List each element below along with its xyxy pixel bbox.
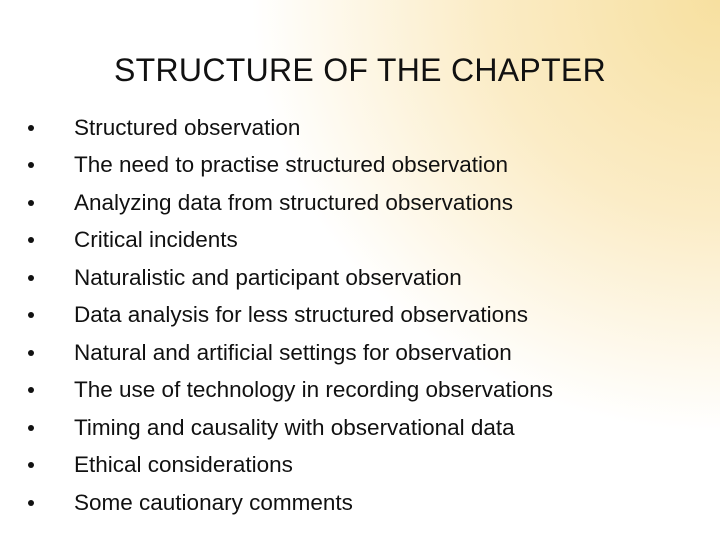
bullet-icon bbox=[28, 425, 34, 431]
bullet-icon bbox=[28, 162, 34, 168]
list-item bbox=[24, 334, 553, 372]
list-item bbox=[24, 409, 553, 447]
list-item bbox=[24, 447, 553, 485]
list-item-label: Structured observation bbox=[74, 114, 301, 140]
bullet-icon bbox=[28, 237, 34, 243]
list-item bbox=[24, 184, 553, 222]
list-item-label: Ethical considerations bbox=[74, 452, 293, 478]
list-item-label: Data analysis for less structured observations bbox=[74, 302, 528, 328]
list-item-label: Natural and artificial settings for observation bbox=[74, 339, 512, 365]
bullet-icon bbox=[28, 387, 34, 393]
list-item-label: Naturalistic and participant observation bbox=[74, 264, 462, 290]
bullet-icon bbox=[28, 500, 34, 506]
bullet-icon bbox=[28, 312, 34, 318]
bullet-icon bbox=[28, 125, 34, 131]
list-item bbox=[24, 484, 553, 522]
list-item-label: Timing and causality with observational data bbox=[74, 414, 515, 440]
list-item bbox=[24, 372, 553, 410]
bullet-icon bbox=[28, 275, 34, 281]
list-item bbox=[24, 147, 553, 185]
list-item-label: The use of technology in recording observations bbox=[74, 377, 554, 403]
list-item-label: Some cautionary comments bbox=[74, 489, 353, 515]
list-item-label: The need to practise structured observation bbox=[74, 152, 508, 178]
list-item bbox=[24, 259, 553, 297]
list-item-label: Critical incidents bbox=[74, 227, 238, 253]
list-item bbox=[24, 109, 553, 147]
bullet-icon bbox=[28, 200, 34, 206]
bullet-icon bbox=[28, 350, 34, 356]
list-item-label: Analyzing data from structured observations bbox=[74, 189, 513, 215]
slide-title bbox=[0, 50, 720, 90]
list-item bbox=[24, 222, 553, 260]
bullet-icon bbox=[28, 462, 34, 468]
list-item bbox=[24, 297, 553, 335]
slide-title-text: STRUCTURE OF THE CHAPTER bbox=[114, 52, 606, 88]
bullet-list bbox=[24, 109, 553, 522]
